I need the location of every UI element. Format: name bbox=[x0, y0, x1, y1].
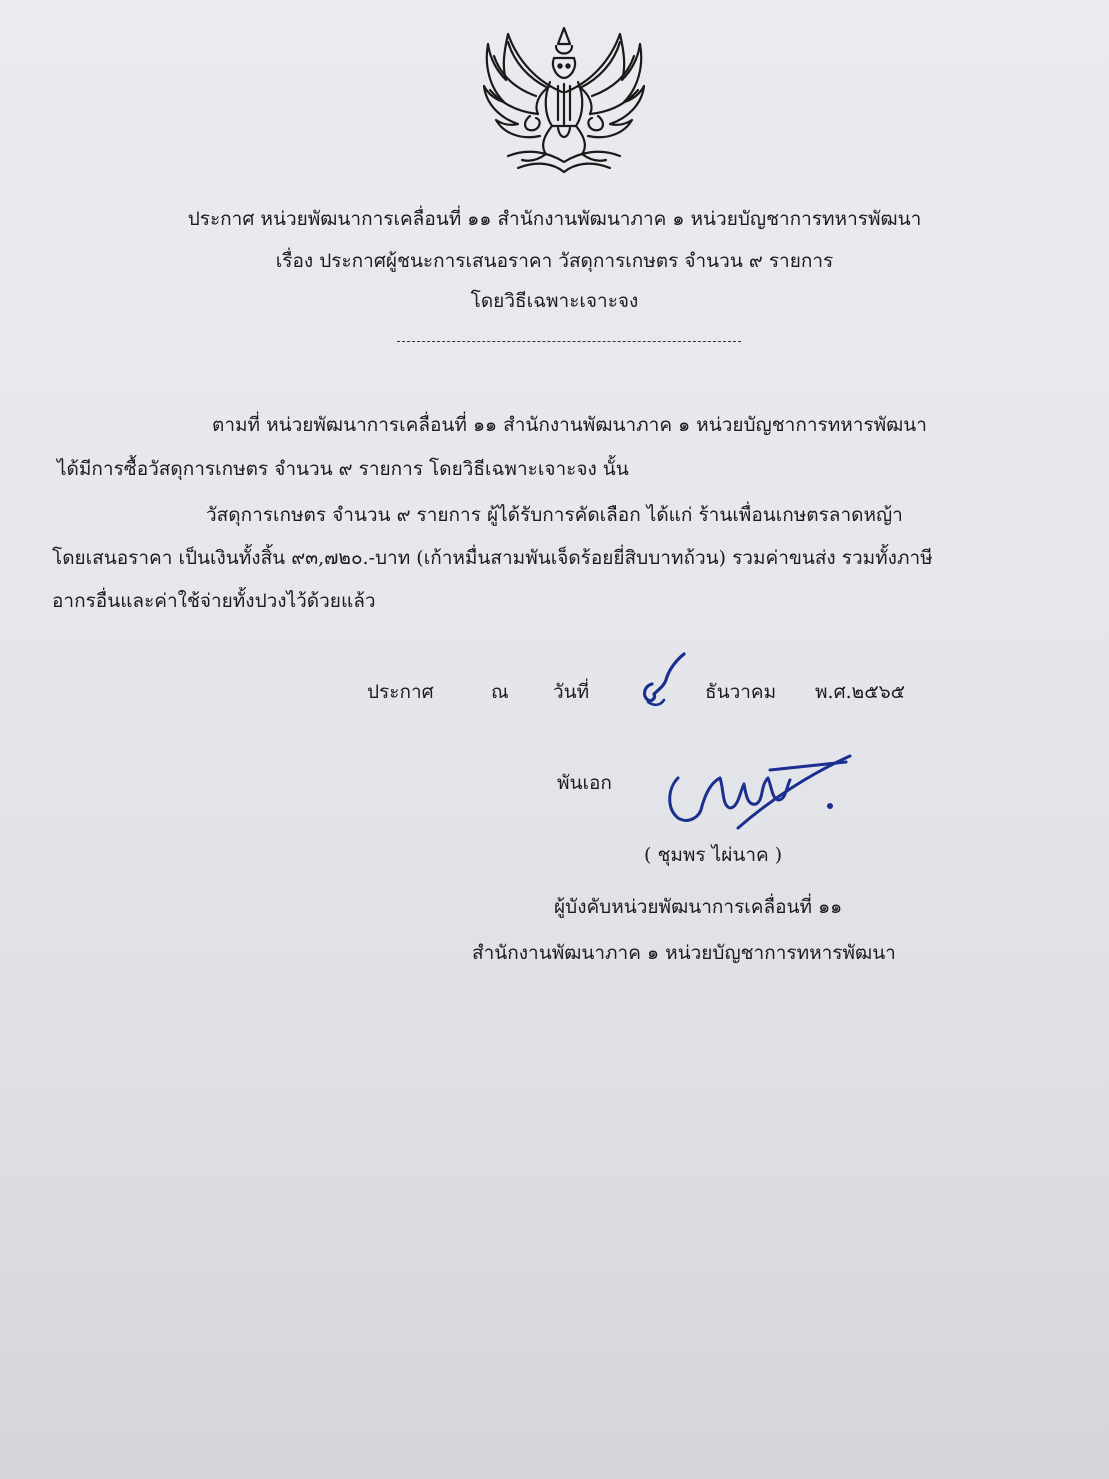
signature-rank: พันเอก bbox=[557, 772, 612, 794]
date-at: ณ bbox=[491, 681, 509, 703]
signatory-position-2: สำนักงานพัฒนาภาค ๑ หน่วยบัญชาการทหารพัฒนา bbox=[472, 942, 896, 964]
date-label: ประกาศ bbox=[367, 681, 434, 703]
signatory-name: ( ชุมพร ไผ่นาค ) bbox=[644, 844, 783, 866]
title-line-2: เรื่อง ประกาศผู้ชนะการเสนอราคา วัสดุการเกษตร จำนวน ๙ รายการ bbox=[275, 250, 834, 272]
paragraph-2-line-3: อากรอื่นและค่าใช้จ่ายทั้งปวงไว้ด้วยแล้ว bbox=[52, 590, 376, 612]
paragraph-1-line-1: ตามที่ หน่วยพัฒนาการเคลื่อนที่ ๑๑ สำนักงานพัฒนาภาค ๑ หน่วยบัญชาการทหารพัฒนา bbox=[212, 414, 927, 436]
handwritten-signature bbox=[660, 748, 860, 844]
date-year: พ.ศ.๒๕๖๕ bbox=[815, 681, 906, 703]
title-divider bbox=[397, 341, 741, 342]
date-month: ธันวาคม bbox=[705, 681, 777, 703]
date-day-label: วันที่ bbox=[553, 681, 590, 703]
garuda-emblem-icon bbox=[478, 22, 650, 180]
paragraph-1-line-2: ได้มีการซื้อวัสดุการเกษตร จำนวน ๙ รายการ โดยวิธีเฉพาะเจาะจง นั้น bbox=[57, 458, 629, 480]
title-line-1: ประกาศ หน่วยพัฒนาการเคลื่อนที่ ๑๑ สำนักงานพัฒนาภาค ๑ หน่วยบัญชาการทหารพัฒนา bbox=[187, 208, 922, 230]
signatory-position-1: ผู้บังคับหน่วยพัฒนาการเคลื่อนที่ ๑๑ bbox=[554, 896, 843, 918]
title-line-3: โดยวิธีเฉพาะเจาะจง bbox=[470, 290, 639, 312]
handwritten-day bbox=[634, 650, 690, 712]
paragraph-2-line-2: โดยเสนอราคา เป็นเงินทั้งสิ้น ๙๓,๗๒๐.-บาท (เก้าหมื่นสามพันเจ็ดร้อยยี่สิบบาทถ้วน) รวมค่าขนส่ง รวมทั้งภาษี bbox=[52, 547, 933, 569]
paragraph-2-line-1: วัสดุการเกษตร จำนวน ๙ รายการ ผู้ได้รับการคัดเลือก ได้แก่ ร้านเพื่อนเกษตรลาดหญ้า bbox=[206, 504, 903, 526]
